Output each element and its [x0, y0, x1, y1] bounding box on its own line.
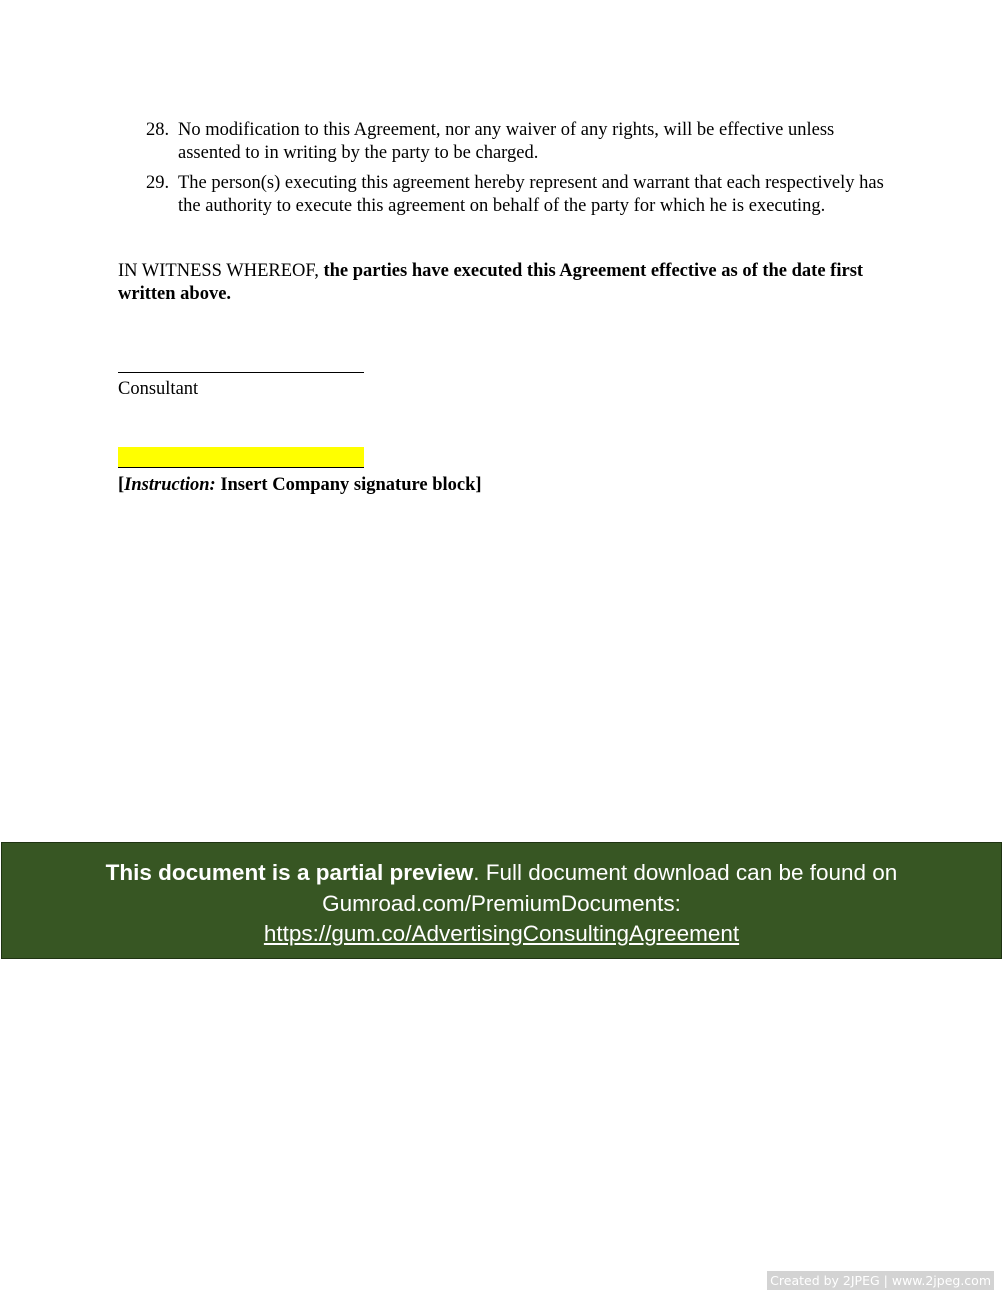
- banner-bold-text: This document is a partial preview: [105, 860, 474, 885]
- clause-number: 29.: [146, 173, 170, 193]
- company-instruction: [118, 474, 482, 497]
- witness-lead: IN WITNESS WHEREOF,: [118, 261, 319, 281]
- partial-preview-banner: [1, 842, 1002, 959]
- download-link[interactable]: https://gum.co/AdvertisingConsultingAgreement: [263, 921, 740, 946]
- clause-text: The person(s) executing this agreement hereby represent and warrant that each respectively has the authority to execute this agreement on behalf of the party for which he is executing.: [178, 173, 884, 216]
- clause-number: 28.: [146, 120, 170, 140]
- consultant-signature-line: [118, 372, 364, 373]
- witness-bold-text: the parties have executed this Agreement effective as of the date first written above.: [118, 261, 864, 304]
- witness-paragraph: [118, 260, 888, 306]
- clause-text: No modification to this Agreement, nor any waiver of any rights, will be effective unless assented to in writing by the party to be charged.: [178, 120, 835, 163]
- banner-message: [2, 858, 1001, 919]
- watermark: Created by 2JPEG | www.2jpeg.com: [767, 1271, 994, 1290]
- clause-28: [146, 119, 886, 165]
- consultant-label: Consultant: [118, 379, 199, 399]
- instruction-open-bracket: [: [118, 475, 125, 495]
- instruction-text: Insert Company signature block]: [220, 475, 482, 495]
- instruction-label: Instruction:: [124, 475, 216, 495]
- company-signature-highlight: [118, 447, 364, 468]
- banner-text: . Full document download can be found on Gumroad.com/PremiumDocuments:: [322, 860, 898, 916]
- clause-29: [146, 172, 886, 218]
